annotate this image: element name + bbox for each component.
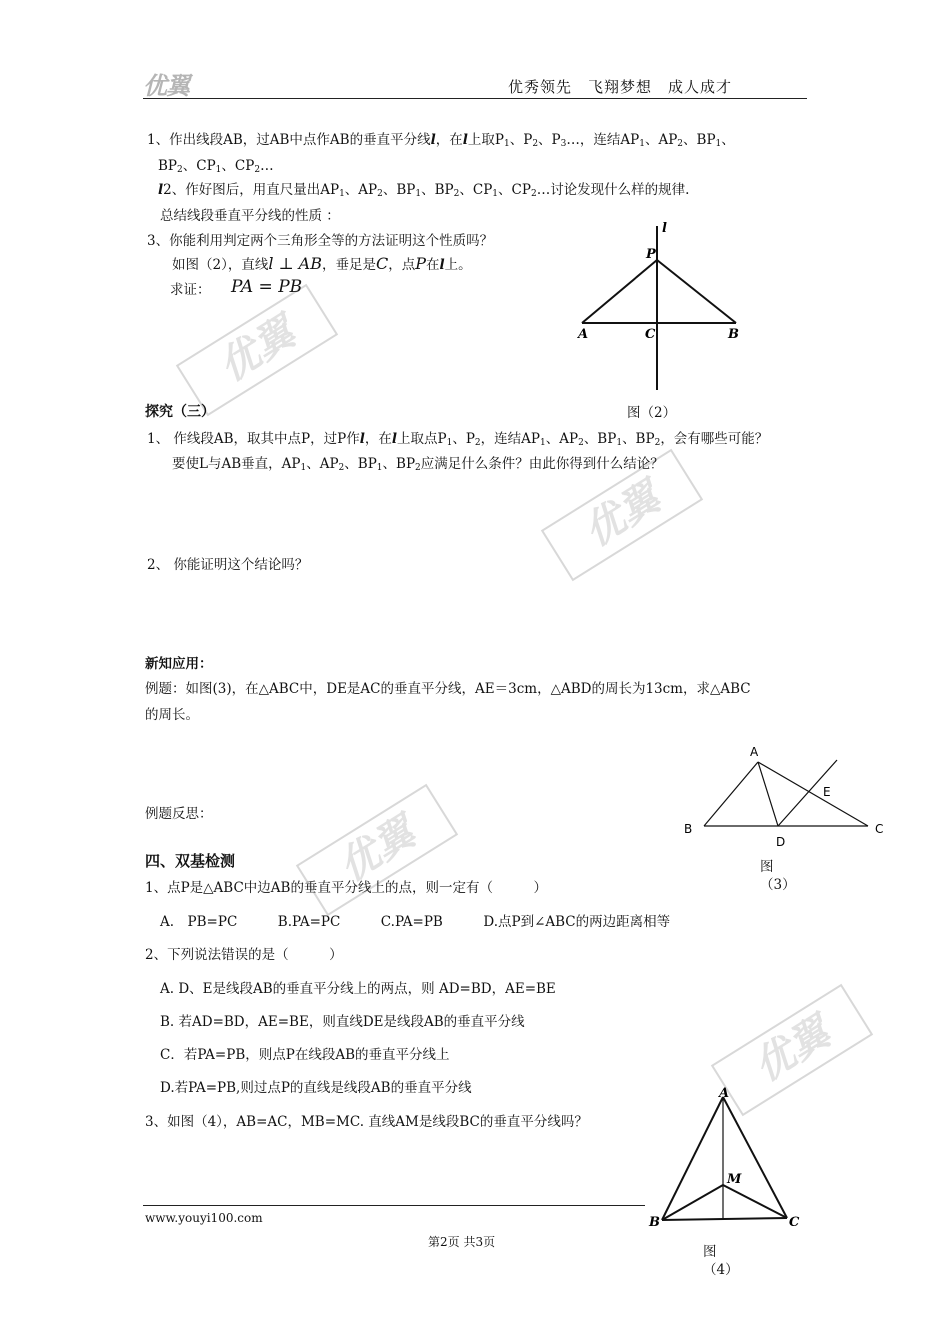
s4-q1: 1、点P是△ABC中边AB的垂直平分线上的点，则一定有（ ） (145, 880, 547, 896)
fig3-label-c: C (875, 822, 884, 836)
fig3-caption-2: （3） (760, 877, 796, 893)
fig3-segment-ab (704, 762, 758, 826)
figure-4 (645, 1085, 805, 1235)
application-title: 新知应用： (145, 656, 213, 672)
fig3-label-a: A (750, 745, 759, 759)
fig4-segment-bc (662, 1218, 787, 1220)
q3-given: 如图（2），直线l ⊥ AB，垂足是C，点P在l上。 (172, 254, 472, 273)
header-rule (143, 98, 807, 99)
fig2-segment-pa (582, 260, 657, 323)
watermark: 优翼 (541, 449, 703, 581)
s4-q2-option-a: A. D、E是线段AB的垂直平分线上的两点，则 AD=BD，AE=BE (160, 981, 556, 997)
fig3-label-b: B (684, 822, 693, 836)
watermark: 优翼 (711, 984, 873, 1116)
s4-q3: 3、如图（4），AB=AC，MB=MC. 直线AM是线段BC的垂直平分线吗？ (145, 1114, 588, 1130)
fig4-label-b: B (649, 1215, 660, 1230)
watermark: 优翼 (296, 784, 458, 916)
fig2-label-a: A (578, 327, 589, 342)
example-line2: 的周长。 (145, 707, 199, 723)
figure-3 (680, 740, 890, 850)
s4-q2-option-b: B. 若AD=BD，AE=BE，则直线DE是线段AB的垂直平分线 (160, 1014, 525, 1030)
prove-label: 求证： (170, 282, 211, 298)
s4-q1-options: A. PB=PC B.PA=PC C.PA=PB D.点P到∠ABC的两边距离相等 (160, 914, 671, 930)
figure-2 (570, 218, 760, 398)
header-slogan: 优秀领先 飞翔梦想 成人成才 (508, 78, 733, 96)
explore3-q1-line2: 要使L与AB垂直，$AP_1$、$AP_2$、$BP_1$、$BP_2$应满足什么条件？由此你得到什么结论？ (172, 456, 664, 473)
example-reflection: 例题反思： (145, 806, 213, 822)
prove-statement: PA = PB (231, 277, 303, 297)
section4-title: 四、双基检测 (145, 852, 236, 870)
s4-q2-option-c: C．若PA=PB，则点P在线段AB的垂直平分线上 (160, 1047, 450, 1063)
footer-rule (143, 1205, 645, 1206)
fig4-label-m: M (727, 1172, 742, 1187)
q1-line1: 1、作出线段AB，过AB中点作AB的垂直平分线l，在l上取$P_1$、$P_2$、$P_3\dots$，连结$AP_1$、$AP_2$、$BP_1$、 (147, 132, 735, 149)
fig3-caption-1: 图 (760, 859, 774, 875)
fig4-segment-ac (723, 1097, 787, 1218)
fig2-segment-pb (657, 260, 736, 323)
example-line1: 例题：如图(3)，在△ABC中，DE是AC的垂直平分线，AE＝3cm，△ABD的周长为13cm，求△ABC (145, 681, 751, 697)
fig2-label-c: C (645, 327, 656, 342)
q2-line: l2、作好图后，用直尺量出$AP_1$、$AP_2$、$BP_1$、$BP_2$、$CP_1$、$CP_2\dots$讨论发现什么样的规律. (158, 182, 690, 199)
fig4-caption-1: 图 (703, 1244, 717, 1260)
footer-page-number: 第2页 共3页 (428, 1235, 496, 1249)
explore3-title: 探究（三） (145, 404, 215, 420)
fig2-label-l: l (662, 221, 667, 236)
s4-q2-option-d: D.若PA=PB,则过点P的直线是线段AB的垂直平分线 (160, 1080, 472, 1096)
fig4-label-c: C (789, 1215, 800, 1230)
q3-line: 3、你能利用判定两个三角形全等的方法证明这个性质吗？ (147, 233, 494, 249)
q1-line2: $BP_2$、$CP_1$、$CP_2\dots$ (158, 158, 274, 175)
header-logo: 优翼 (143, 72, 189, 100)
s4-q2: 2、下列说法错误的是（ ） (145, 947, 343, 963)
summary-line: 总结线段垂直平分线的性质 ： (160, 208, 340, 224)
explore3-q1: 1、 作线段AB，取其中点P，过P作l，在l上取点$P_1$、$P_2$，连结$AP_1$、$AP_2$、$BP_1$、$BP_2$，会有哪些可能？ (147, 431, 769, 448)
watermark: 优翼 (176, 284, 338, 416)
fig2-label-b: B (728, 327, 739, 342)
footer-url[interactable]: www.youyi100.com (145, 1211, 263, 1225)
fig2-caption: 图（2） (627, 405, 677, 421)
fig2-label-p: P (646, 247, 656, 262)
fig3-label-d: D (776, 835, 786, 849)
fig4-caption-2: （4） (703, 1262, 739, 1278)
explore3-q2: 2、 你能证明这个结论吗？ (147, 557, 309, 573)
fig3-label-e: E (823, 785, 831, 799)
fig4-label-a: A (719, 1086, 730, 1101)
